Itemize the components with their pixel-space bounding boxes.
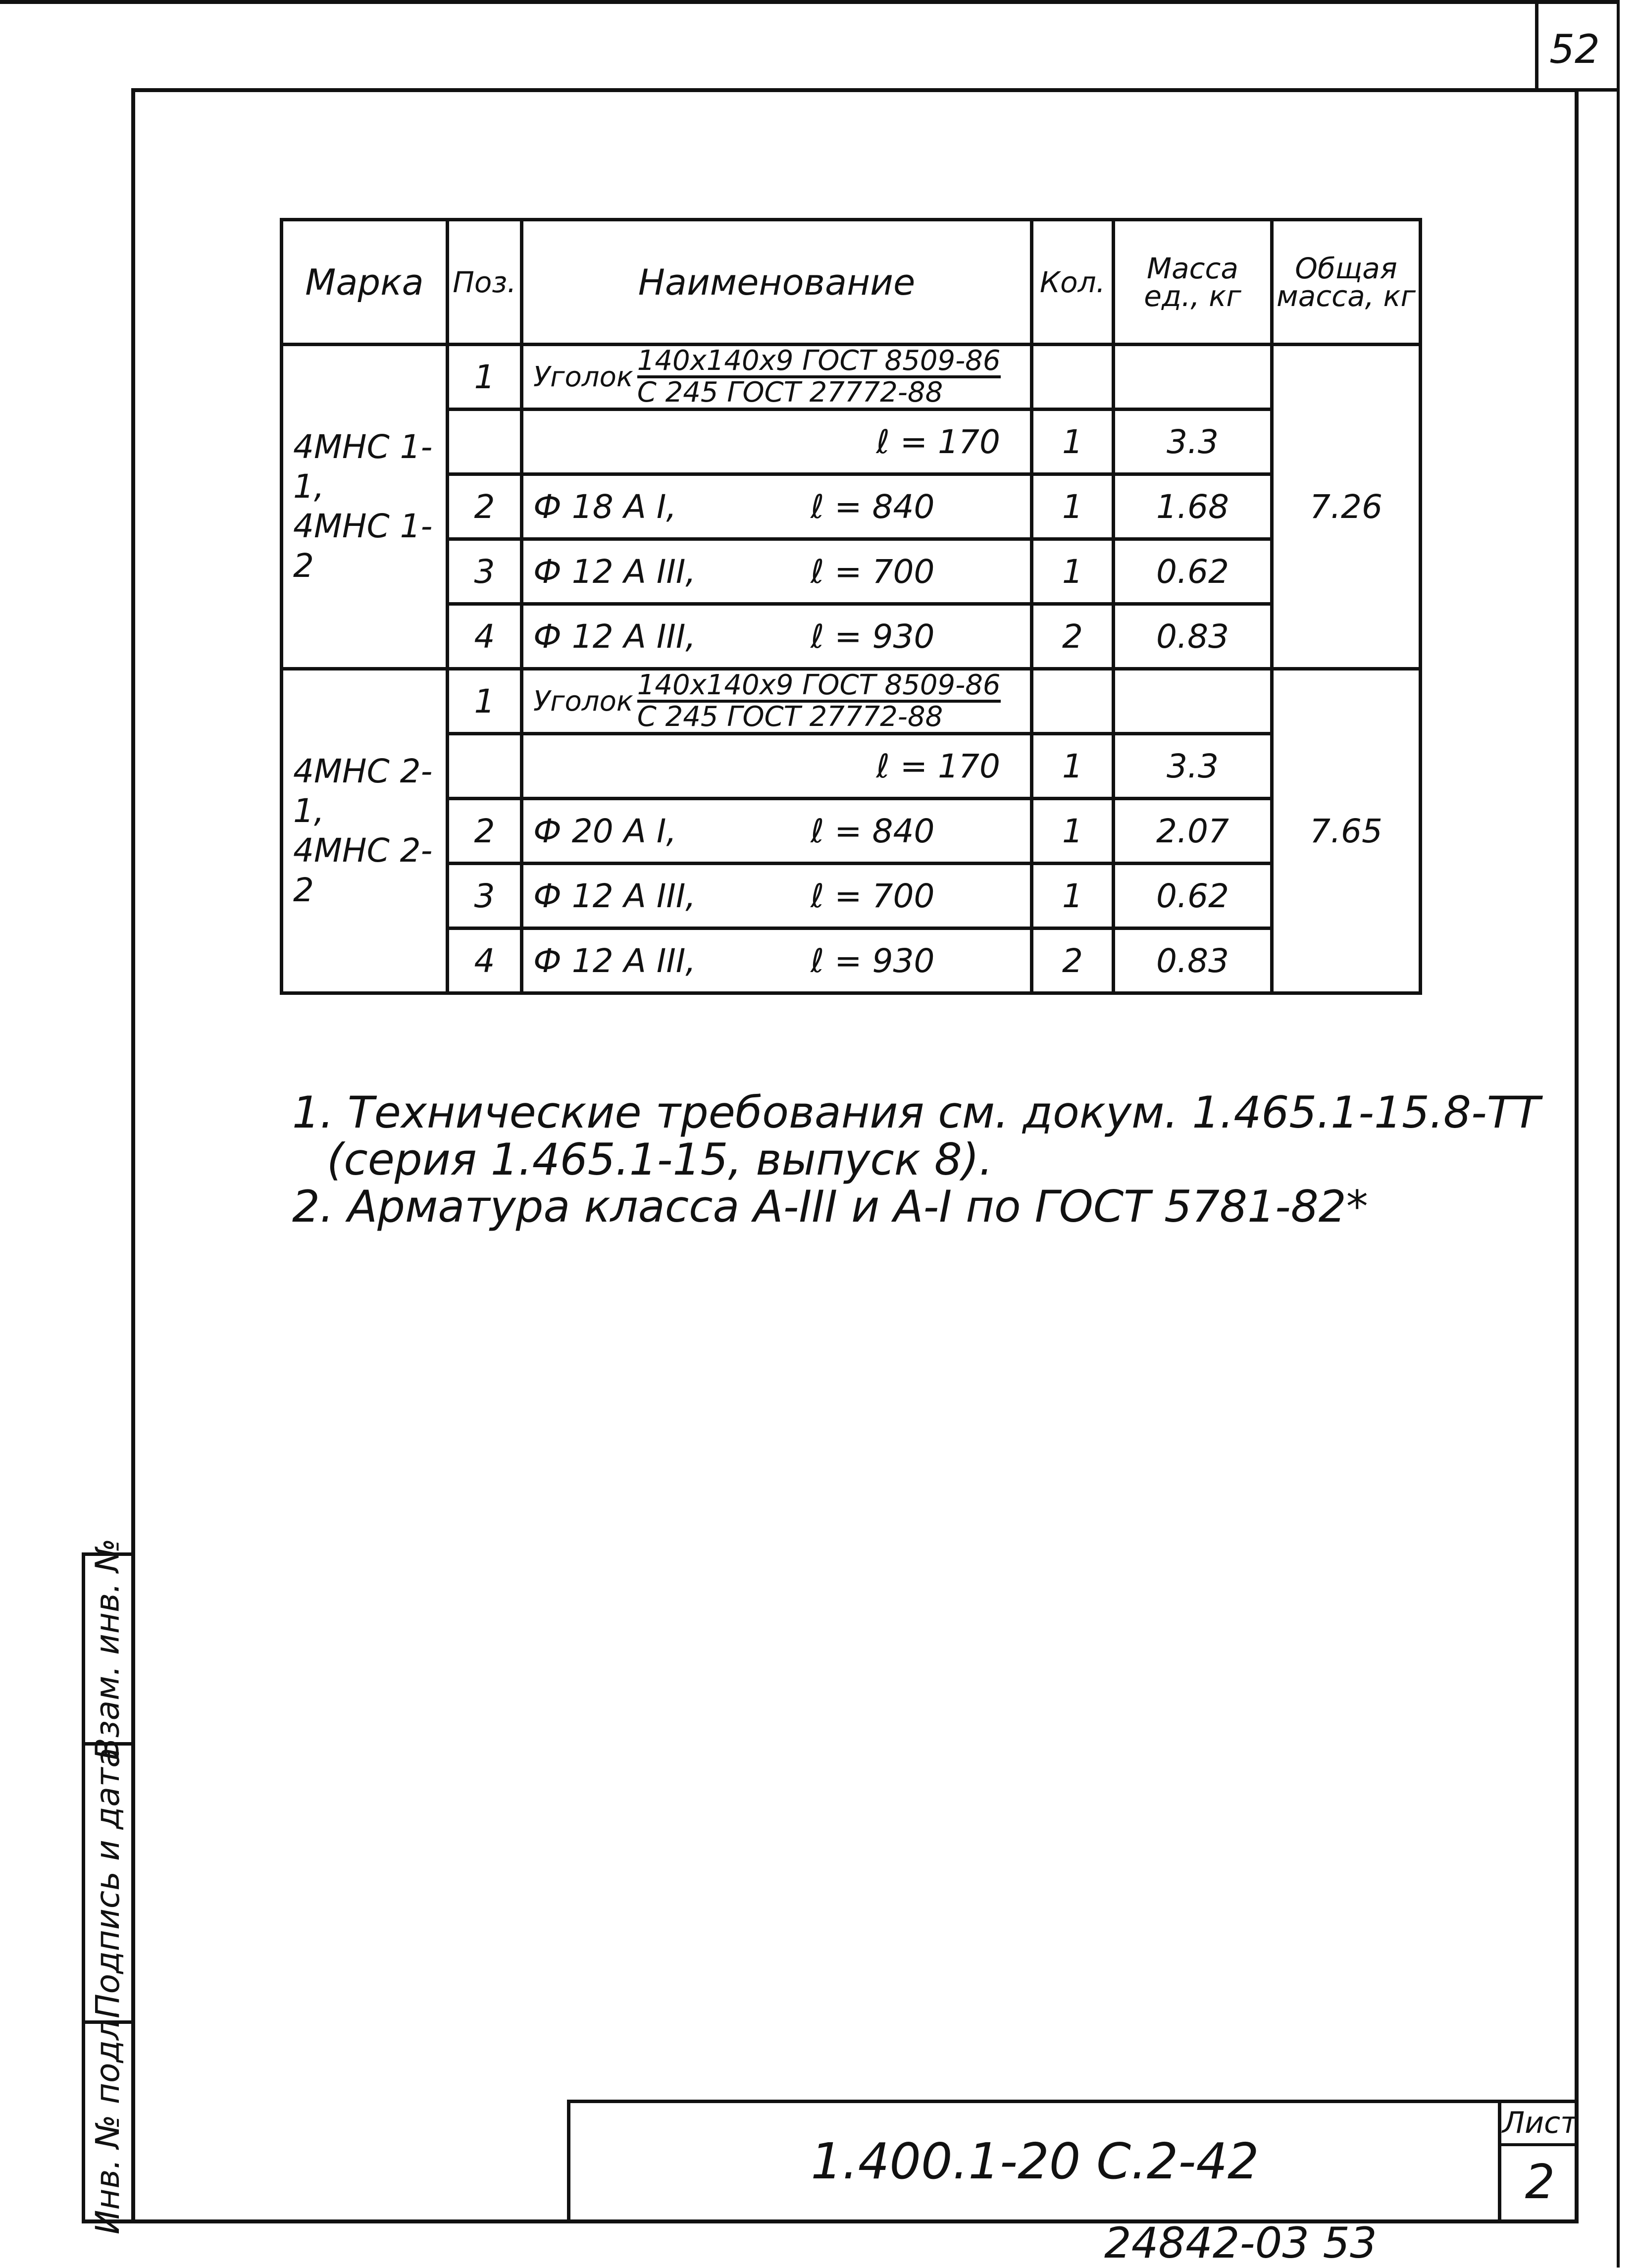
qty-cell: 1 <box>1032 734 1114 799</box>
header-mark: Марка <box>282 220 448 345</box>
angle-steel-grade: С 245 ГОСТ 27772-88 <box>637 376 943 409</box>
sheet-number: 2 <box>1525 2155 1555 2210</box>
mark-line-1: 4МНС 1-1, <box>293 428 433 506</box>
pos-cell <box>448 734 522 799</box>
rebar-diameter: Ф 12 А III, <box>533 876 696 915</box>
document-code: 1.400.1-20 С.2-42 <box>811 2132 1259 2190</box>
rebar-length: ℓ = 840 <box>811 487 935 526</box>
qty-cell: 1 <box>1032 539 1114 604</box>
angle-word: Уголок <box>533 361 633 393</box>
note-1-line-2: (серия 1.465.1-15, выпуск 8). <box>327 1134 993 1185</box>
mass-cell <box>1114 669 1272 734</box>
header-qty: Кол. <box>1032 220 1114 345</box>
table-row <box>282 345 1421 410</box>
header-pos: Поз. <box>448 220 522 345</box>
table-row <box>282 539 1421 604</box>
length-cell: ℓ = 170 <box>522 410 1032 474</box>
stamp-inv-original <box>82 2009 134 2235</box>
mass-cell: 1.68 <box>1114 474 1272 539</box>
rebar-diameter: Ф 18 А I, <box>533 487 677 526</box>
note-2: 2. Арматура класса А-III и А-I по ГОСТ 5781-82* <box>292 1181 1368 1232</box>
qty-cell: 1 <box>1032 799 1114 864</box>
pos-cell: 4 <box>448 928 522 993</box>
name-cell <box>522 604 1032 669</box>
stamp-signature-date-label: Подпись и дата <box>89 1748 127 2018</box>
note-1-line-1: 1. Технические требования см. докум. 1.465.1-15.8-ТТ <box>292 1087 1540 1138</box>
angle-name-cell <box>522 669 1032 734</box>
sheet-label: Лист <box>1502 2106 1578 2140</box>
mass-cell: 3.3 <box>1114 410 1272 474</box>
pos-cell: 2 <box>448 474 522 539</box>
pos-cell: 4 <box>448 604 522 669</box>
table-row <box>282 474 1421 539</box>
mass-cell <box>1114 345 1272 410</box>
rebar-diameter: Ф 20 А I, <box>533 812 677 850</box>
table-row <box>282 669 1421 734</box>
total-mass-cell: 7.26 <box>1272 345 1421 669</box>
rebar-length: ℓ = 840 <box>811 812 935 850</box>
name-cell <box>522 474 1032 539</box>
mass-cell: 3.3 <box>1114 734 1272 799</box>
name-cell <box>522 539 1032 604</box>
qty-cell: 2 <box>1032 604 1114 669</box>
table-row <box>282 734 1421 799</box>
name-cell <box>522 928 1032 993</box>
qty-cell <box>1032 669 1114 734</box>
qty-cell: 1 <box>1032 864 1114 928</box>
mass-cell: 0.62 <box>1114 864 1272 928</box>
outer-right-line <box>1617 0 1620 2268</box>
pos-cell <box>448 410 522 474</box>
angle-profile: 140х140х9 ГОСТ 8509-86 <box>637 671 1001 703</box>
table-header-row <box>282 220 1421 345</box>
mass-cell: 0.83 <box>1114 928 1272 993</box>
angle-profile: 140х140х9 ГОСТ 8509-86 <box>637 347 1001 378</box>
pos-cell: 3 <box>448 864 522 928</box>
rebar-length: ℓ = 930 <box>811 941 935 980</box>
mass-cell: 2.07 <box>1114 799 1272 864</box>
table-row <box>282 928 1421 993</box>
mark-cell <box>282 345 448 669</box>
stamp-inv-original-label: Инв. № подл. <box>89 2009 127 2235</box>
pos-cell: 1 <box>448 669 522 734</box>
header-total-mass: Общая масса, кг <box>1272 220 1421 345</box>
rebar-diameter: Ф 12 А III, <box>533 617 696 656</box>
angle-steel-grade: С 245 ГОСТ 27772-88 <box>637 701 943 733</box>
header-unit-mass: Масса ед., кг <box>1114 220 1272 345</box>
mass-cell: 0.62 <box>1114 539 1272 604</box>
angle-word: Уголок <box>533 685 633 718</box>
table-row <box>282 410 1421 474</box>
qty-cell: 2 <box>1032 928 1114 993</box>
length-cell: ℓ = 170 <box>522 734 1032 799</box>
name-cell <box>522 799 1032 864</box>
qty-cell: 1 <box>1032 410 1114 474</box>
mark-cell <box>282 669 448 993</box>
angle-name-cell <box>522 345 1032 410</box>
page-number: 52 <box>1549 26 1600 72</box>
qty-cell <box>1032 345 1114 410</box>
stamp-replace-inv-label: Взам. инв. № <box>89 1538 127 1760</box>
mark-line-2: 4МНС 2-2 <box>293 831 433 909</box>
mass-cell: 0.83 <box>1114 604 1272 669</box>
rebar-length: ℓ = 930 <box>811 617 935 656</box>
stamp-signature-date <box>82 1746 134 2020</box>
stamp-replace-inv <box>82 1538 134 1760</box>
mark-line-1: 4МНС 2-1, <box>293 752 433 830</box>
pos-cell: 3 <box>448 539 522 604</box>
table-row <box>282 864 1421 928</box>
table-row <box>282 604 1421 669</box>
specification-table <box>280 218 1422 995</box>
rebar-length: ℓ = 700 <box>811 876 935 915</box>
mark-line-2: 4МНС 1-2 <box>293 507 433 585</box>
header-name: Наименование <box>522 220 1032 345</box>
archive-number: 24842-03 53 <box>1104 2218 1377 2268</box>
pos-cell: 2 <box>448 799 522 864</box>
rebar-length: ℓ = 700 <box>811 552 935 591</box>
top-border-line <box>0 0 1619 4</box>
total-mass-cell: 7.65 <box>1272 669 1421 993</box>
name-cell <box>522 864 1032 928</box>
rebar-diameter: Ф 12 А III, <box>533 941 696 980</box>
rebar-diameter: Ф 12 А III, <box>533 552 696 591</box>
pos-cell: 1 <box>448 345 522 410</box>
frame-top-line <box>131 88 1577 92</box>
qty-cell: 1 <box>1032 474 1114 539</box>
table-row <box>282 799 1421 864</box>
frame-right-line <box>1575 88 1579 2222</box>
